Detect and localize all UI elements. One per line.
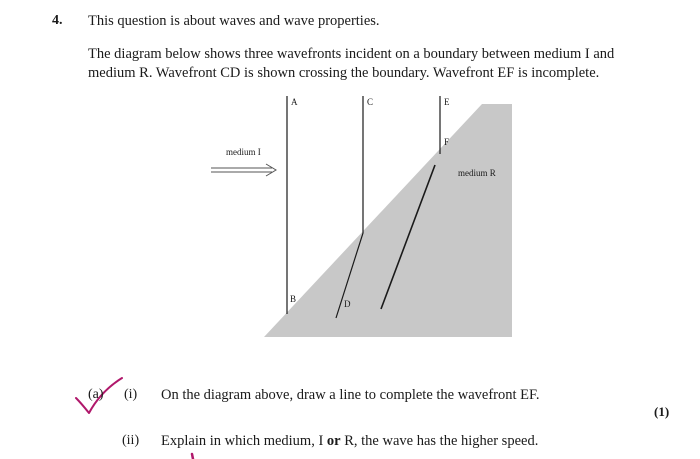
label-d: D [344, 299, 351, 309]
label-c: C [367, 97, 374, 107]
medium-r-region [264, 104, 512, 337]
paragraph-line-1: The diagram below shows three wavefronts incident on a boundary between medium I and [88, 46, 615, 62]
label-f: F [444, 137, 450, 147]
marks-allocation: (1) [654, 404, 670, 419]
incident-arrow [211, 164, 276, 176]
question-number: 4. [52, 13, 63, 28]
part-a-ii-text [161, 433, 538, 450]
part-a-ii-text-before: Explain in which medium, I [161, 433, 327, 449]
label-e: E [444, 97, 450, 107]
part-a-ii-text-after: R, the wave has the higher speed. [340, 433, 539, 449]
paragraph-line-2: medium R. Wavefront CD is shown crossing the boundary. Wavefront EF is incomplete. [88, 65, 600, 81]
label-a: A [291, 97, 298, 107]
part-a-label: (a) [88, 387, 104, 402]
label-medium-i: medium I [226, 147, 261, 157]
part-a-i-number: (i) [124, 387, 138, 402]
label-b: B [290, 294, 297, 304]
part-a-i-text: On the diagram above, draw a line to complete the wavefront EF. [161, 387, 540, 403]
part-a-ii-or: or [326, 433, 341, 449]
label-medium-r: medium R [458, 168, 496, 178]
part-a-ii-number: (ii) [122, 433, 140, 448]
question-intro: This question is about waves and wave properties. [88, 13, 380, 29]
